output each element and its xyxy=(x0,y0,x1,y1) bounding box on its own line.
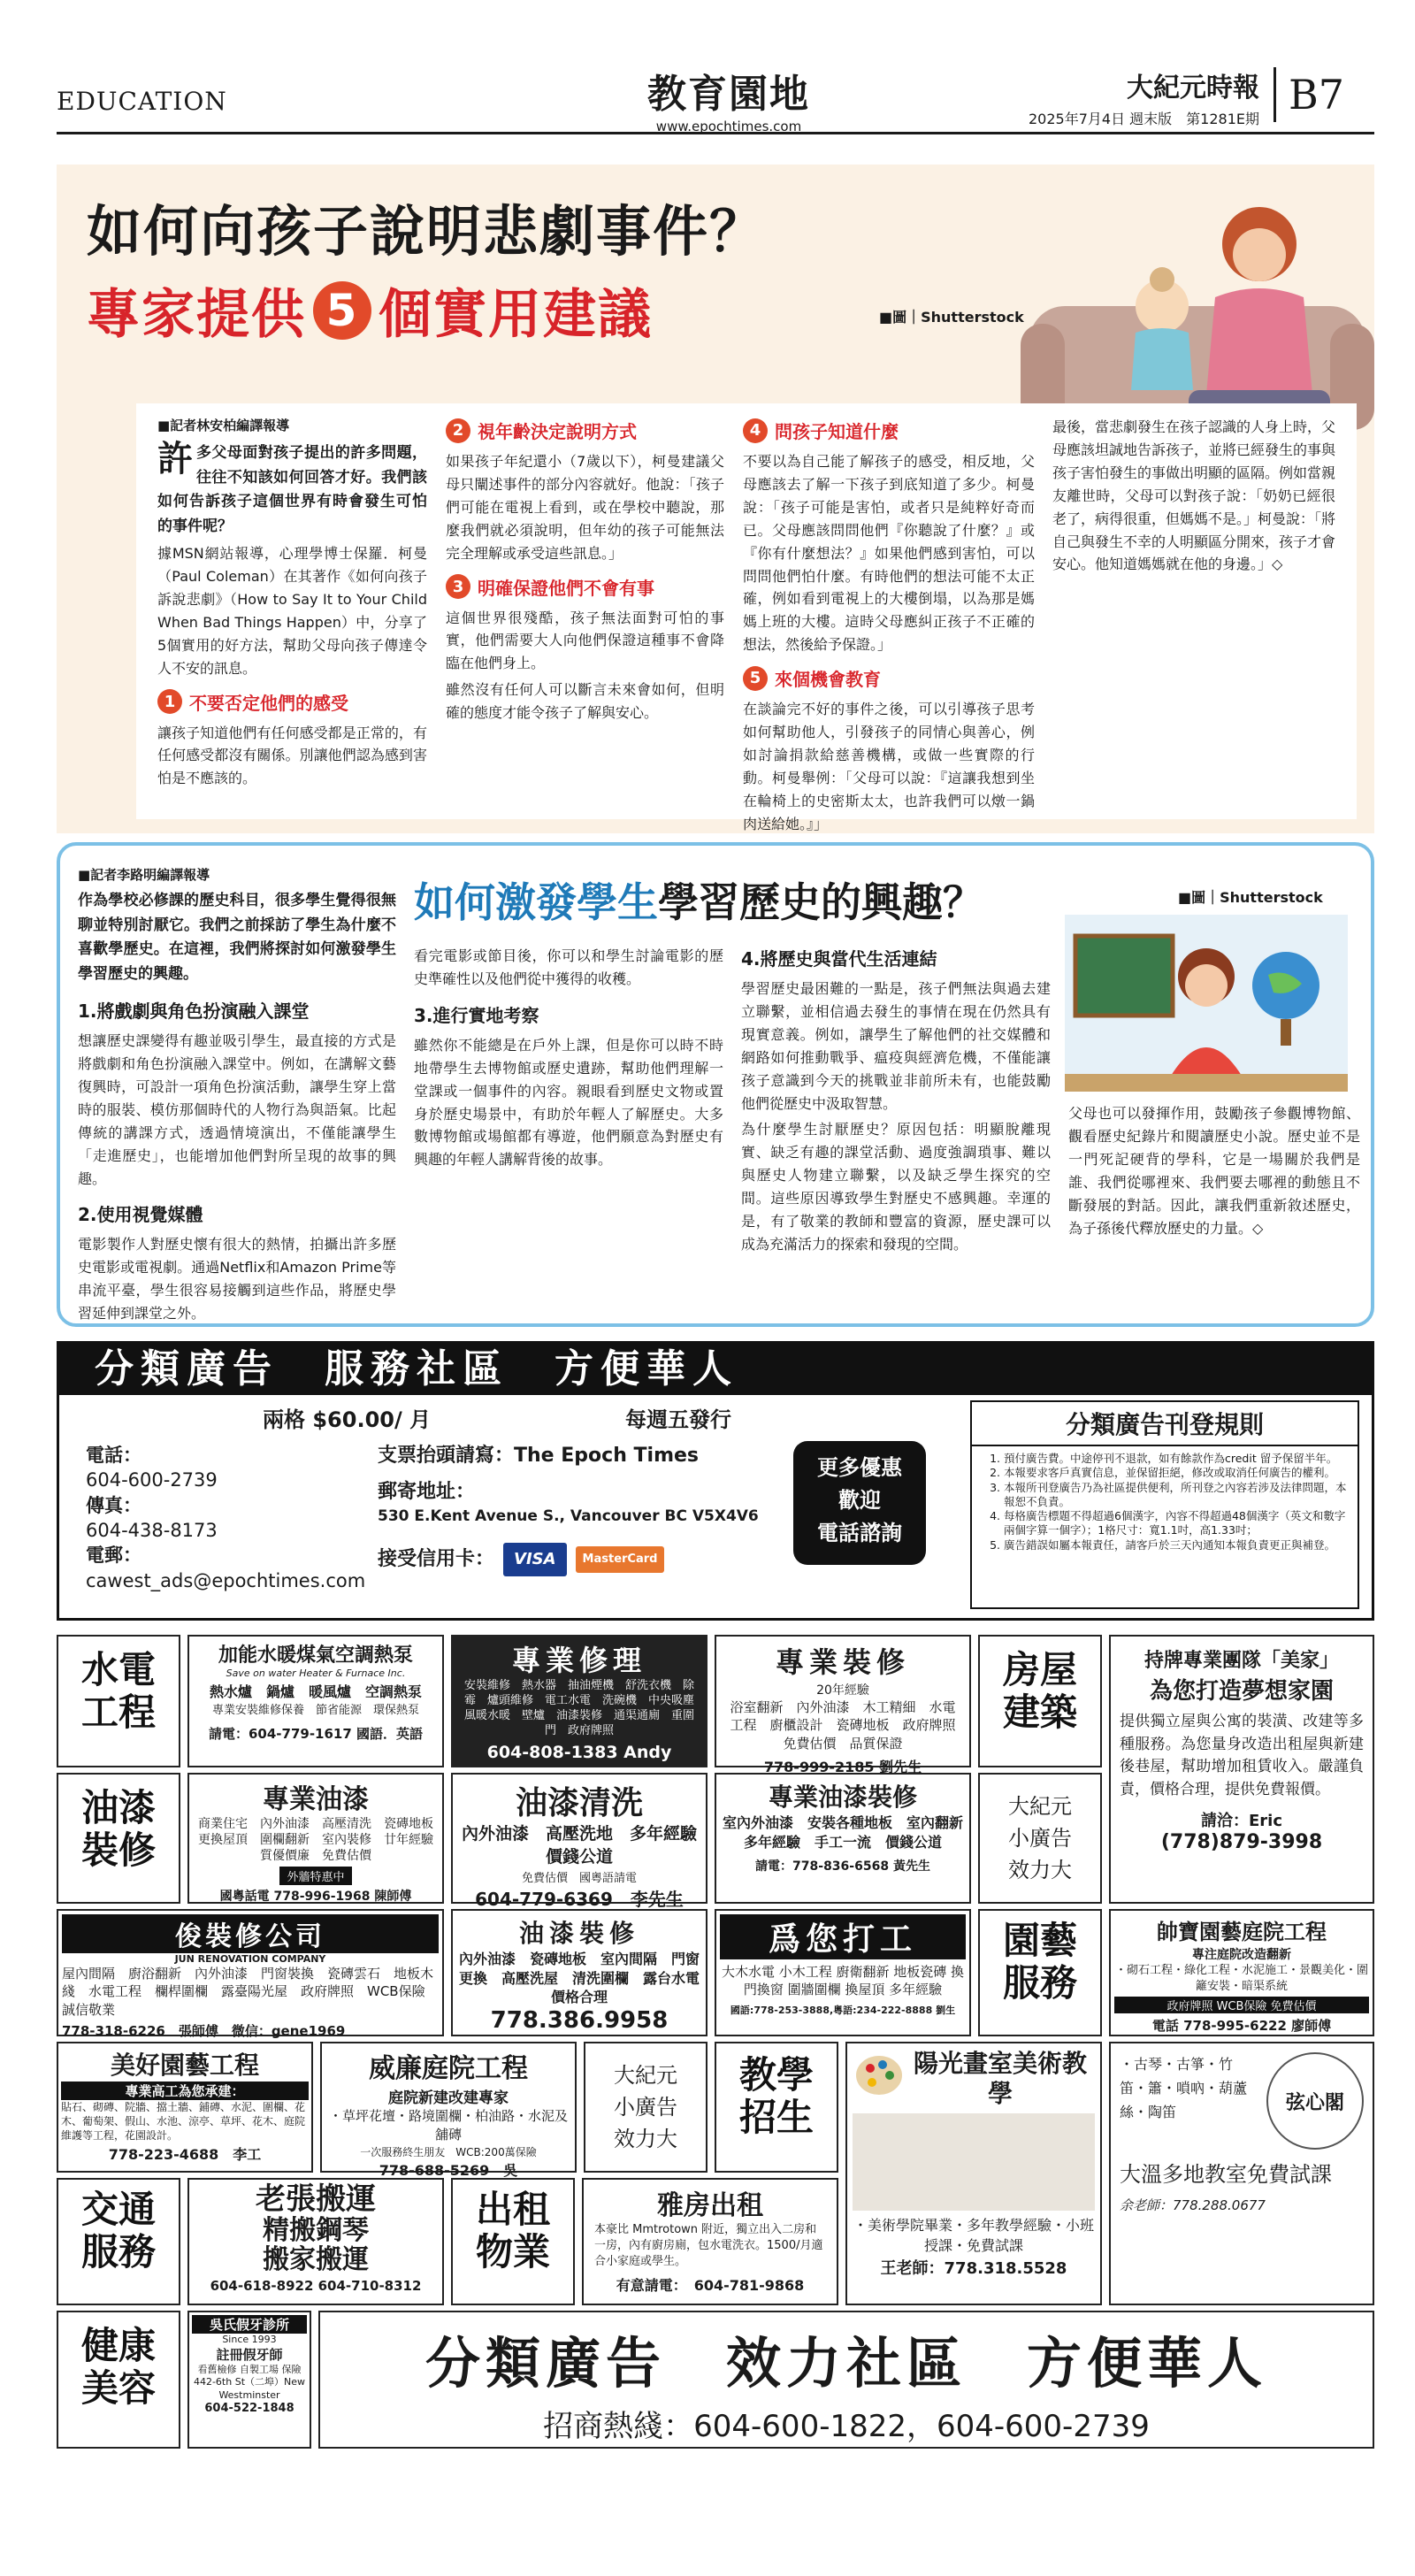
ads-heat-tel: 請電：604-779-1617 國語．英語 xyxy=(208,1725,424,1742)
article-2 xyxy=(57,842,1374,1327)
article1-s1-num: 1 xyxy=(157,689,182,714)
ads-shuai-items: ・砌石工程・綠化工程・水泥施工・景觀美化・圍籬安裝・暗渠系統 xyxy=(1114,1964,1368,1993)
ads-traffic-0: 交通 xyxy=(80,2188,156,2231)
ads-art-tel: 王老師：778.318.5528 xyxy=(880,2258,1067,2278)
ads-paint2-tel: 604-779-6369 李先生 xyxy=(475,1889,684,1911)
ads-paint2-items: 內外油漆 高壓洗地 多年經驗 價錢公道 xyxy=(461,1824,715,1867)
classified-promo-1: 歡迎 xyxy=(838,1488,881,1514)
ads-teach-0: 教學 xyxy=(738,2053,814,2097)
ads-mh-items: 貼石、砌磚、院牆、擋土牆、鋪磚、水泥、圍欄、花木、葡萄架、假山、水池、涼亭、草坪、花木、庭院維護等工程，花園設計。 xyxy=(61,2101,306,2143)
ad-work xyxy=(715,1909,971,2036)
ads-wu-items: 看舊檢修 自製工場 保險 xyxy=(197,2364,302,2375)
article-1-col-2 xyxy=(446,416,724,728)
small-ad-promo-1: 大紀元小廣告效力大 xyxy=(978,1773,1102,1904)
ads-heat-items: 熱水爐 鍋爐 暖風爐 空調熱泵 xyxy=(209,1683,422,1700)
paragraph: 據MSN網站報導，心理學博士保羅．柯曼（Paul Coleman）在其著作《如何向孩子訴說悲劇》（How to Say It to Your Child When Bad Things Happen）中，分享了5個實用的好方法，幫助父母向孩子傳達令人不安的訊息。 xyxy=(157,545,427,677)
ads-garden-1: 服務 xyxy=(1002,1961,1077,2005)
ads-paint-1: 裝修 xyxy=(80,1828,156,1873)
paragraph: 不要以為自己能了解孩子的感受，相反地，父母應該去了解一下孩子到底知道了多少。柯曼說：「孩子可能是害怕，或者只是純粹好奇而已。父母應該問問他們『你聽說了什麼？』或『你有什麼想法？』如果他們感到害怕，可以問問他們怕什麼。有時他們的想法可能不太正確，例如看到電視上的大樓倒塌，以為那是媽媽上班的大樓。這時父母應糾正孩子不正確的想法，然後給予保證。」 xyxy=(743,453,1035,654)
ads-wu-sub: 註冊假牙師 xyxy=(216,2347,283,2363)
ads-jun-items: 屋內間隔 廚浴翻新 內外油漆 門窗裝換 瓷磚雲石 地板木綫 水電工程 欄桿圍欄 露臺陽光屋 政府牌照 WCB保險 誠信敬業 xyxy=(62,1966,439,2018)
ad-denture-clinic xyxy=(187,2311,311,2449)
article-2-title xyxy=(414,870,983,929)
issue-date: 2025年7月4日 週末版 第1281E期 xyxy=(1029,111,1259,127)
classified-rules-0: 1. 預付廣告費。中途停刊不退款，如有餘款作為credit 留予保留半年。 xyxy=(1004,1452,1349,1466)
ads-shuai-note: 政府牌照 WCB保險 免費估價 xyxy=(1114,1997,1369,2013)
ads-reno3-tel: 778.386.9958 xyxy=(490,2006,669,2034)
page-header xyxy=(57,62,1374,134)
ad-mover xyxy=(187,2178,444,2305)
paragraph: 為什麼學生討厭歷史？原因包括：明顯脫離現實、缺乏有趣的課堂活動、過度強調瑣事、難以與歷史人物建立聯繫，以及缺乏學生探究的空間。這些原因導致學生對歷史不感興趣。幸運的是，有了敬業的教師和豐富的資源，歷史課可以成為充滿活力的探索和發現的空間。 xyxy=(741,1121,1051,1253)
ads-reno1-title: 專業修理 xyxy=(511,1644,646,1677)
ads-paint1-items: 商業住宅 內外油漆 高壓清洗 瓷磚地板 更換屋頂 圍欄翻新 室內裝修 廿年經驗 質優價廉 免費估價 xyxy=(198,1817,446,1864)
ads-reno3-items: 內外油漆 瓷磚地板 室內間隔 門窗更換 高壓洗屋 清洗圍欄 露台水電 價格合理 xyxy=(458,1951,715,2006)
ads-mover-lines-0: 精搬鋼琴 xyxy=(263,2215,369,2247)
ads-qin-title: 大溫多地教室免費試課 xyxy=(1120,2162,1332,2187)
ads-wu-since: Since 1993 xyxy=(222,2334,277,2345)
subhead-5 xyxy=(743,665,1035,691)
ads-jun-en: JUN RENOVATION COMPANY xyxy=(174,1953,326,1965)
small-ad-promo-2: 大紀元小廣告效力大 xyxy=(584,2042,708,2173)
article1-s2-num: 2 xyxy=(446,418,470,443)
ads-reno2-items: 浴室翻新 內外油漆 木工精細 水電工程 廚櫃設計 瓷磚地板 政府牌照 免費估價 品質保證 xyxy=(730,1699,969,1752)
ads-room-tel: 有意請電： 604-781-9868 xyxy=(616,2276,805,2294)
classified-promo-0: 更多優惠 xyxy=(817,1455,902,1480)
subhead-4 xyxy=(743,418,1035,443)
article1-s5-num: 5 xyxy=(743,666,768,691)
ads-wu-addr: 442-6th St（二埠）New Westminster xyxy=(193,2376,306,2401)
ads-wl-items: ・草坪花壇・路境圍欄・柏油路・水泥及舖磚 xyxy=(328,2108,568,2143)
article1-s3: 明確保證他們不會有事 xyxy=(478,577,654,599)
photo-credit: ■圖｜Shutterstock xyxy=(879,309,1024,326)
lead-text: 多父母面對孩子提出的許多問題，往往不知該如何回答才好。我們該如何告訴孩子這個世界有時會發生可怕的事件呢？ xyxy=(157,444,427,535)
ads-meijia-tel: (778)879-3998 xyxy=(1160,1831,1323,1853)
ad-william-garden xyxy=(320,2042,577,2179)
classified-rules-1: 2. 本報要求客戶真實信息，並保留拒絕，修改或取消任何廣告的權利。 xyxy=(1004,1466,1349,1480)
ads-work-title: 爲您打工 xyxy=(720,1914,966,1959)
article1-subtitle-post: 個實用建議 xyxy=(379,284,653,346)
ads-rent-0: 出租 xyxy=(475,2188,550,2231)
ads-health-0: 健康 xyxy=(80,2324,156,2367)
ads-mh-title: 美好園藝工程 xyxy=(110,2051,259,2080)
ads-qin-contact: 余老師：778.288.0677 xyxy=(1120,2197,1266,2213)
weekly: 每週五發行 xyxy=(625,1407,731,1432)
ads-house-0: 房屋 xyxy=(1002,1648,1077,1691)
category-garden xyxy=(978,1909,1102,2036)
subhead: 2.使用視覺媒體 xyxy=(78,1204,203,1226)
paper-name: 大紀元時報 xyxy=(1127,73,1259,104)
article2-title-rest: 學習歷史的興趣？ xyxy=(658,878,983,926)
category-teach xyxy=(715,2042,838,2173)
ads-wu-tel: 604-522-1848 xyxy=(204,2401,294,2415)
ads-qin-items: ・古琴・古箏・竹笛・簫・嗩吶・葫蘆絲・陶笛 xyxy=(1120,2056,1248,2121)
ads-paint2-title: 油漆清洗 xyxy=(515,1785,643,1821)
article1-s4: 問孩子知道什麼 xyxy=(775,421,899,442)
ads-meijia-contact: 請洽：Eric xyxy=(1200,1812,1282,1830)
classified-cards-label: 接受信用卡： xyxy=(378,1547,495,1570)
ads-meijia-sub: 為您打造夢想家園 xyxy=(1149,1678,1334,1705)
ads-mover-title: 老張搬運 xyxy=(256,2181,376,2217)
ads-meijia-title: 持牌專業團隊「美家」 xyxy=(1143,1650,1339,1672)
ads-water-0: 水電 xyxy=(80,1648,156,1691)
music-school-logo: 弦心閣 xyxy=(1266,2052,1364,2150)
subhead-3 xyxy=(446,574,724,600)
ads-paint1-badge: 外牆特惠中 xyxy=(279,1867,351,1885)
category-health xyxy=(57,2311,180,2449)
classified-rules-4: 5. 廣告錯誤如屬本報責任，請客戶於三天內通知本報負責更正與補登。 xyxy=(1004,1538,1349,1552)
footer-hotline[interactable]: 招商熱綫：604-600-1822，604-600-2739 xyxy=(543,2409,1150,2444)
paragraph: 最後，當悲劇發生在孩子認識的人身上時，父母應該坦誠地告訴孩子，並將已經發生的事與孩子害怕發生的事做出明顯的區隔。例如當親友離世時，父母可以對孩子說：「奶奶已經很老了，病得很重，但媽媽不是。」柯曼說：「將自己與發生不幸的人明顯區分開來，孩子才會安心。他知道媽媽就在他的身邊。」◇ xyxy=(1052,418,1336,573)
website-url: www.epochtimes.com xyxy=(655,119,802,134)
paragraph: 雖然你不能總是在戶外上課，但是你可以時不時地帶學生去博物館或歷史遺跡，幫助他們理解一堂課或一個事件的內容。親眼看到歷史文物或置身於歷史場景中，有助於年輕人了解歷史。大多數博物館或場館都有導遊，他們願意為對歷史有興趣的年輕人講解背後的故事。 xyxy=(414,1036,723,1169)
ad-heating xyxy=(187,1635,444,1767)
ads-work-tel: 國語:778-253-3888,粵語:234-222-8888 劉生 xyxy=(730,2004,956,2016)
ads-reno3-title: 油漆裝修 xyxy=(518,1919,639,1948)
category-traffic xyxy=(57,2178,180,2305)
category-house xyxy=(978,1635,1102,1767)
ads-art-title: 陽光畫室美術教學 xyxy=(913,2049,1087,2108)
article-2-col-3 xyxy=(741,945,1051,1260)
ad-meijia xyxy=(1109,1635,1374,1904)
ad-renovation xyxy=(715,1635,971,1775)
footer-title: 分類廣告 效力社區 方便華人 xyxy=(424,2331,1267,2396)
paragraph: 讓孩子知道他們有任何感受都是正常的，有任何感受都沒有關係。別讓他們認為感到害怕是不應該的。 xyxy=(157,724,427,787)
article1-s4-num: 4 xyxy=(743,418,768,443)
article-1-col-3 xyxy=(743,416,1035,840)
teacher-illustration xyxy=(1065,915,1348,1092)
ads-paint2-note: 免費估價 國粵語請電 xyxy=(521,1872,637,1886)
ads-mover-lines-1: 搬家搬運 xyxy=(263,2244,369,2276)
ad-reno-3 xyxy=(451,1909,715,2036)
ad-music-school xyxy=(1109,2042,1374,2305)
byline: ■記者林安柏編譯報導 xyxy=(157,418,290,433)
ads-reno2-years: 20年經驗 xyxy=(816,1683,869,1698)
paragraph: 想讓歷史課變得有趣並吸引學生，最直接的方式是將戲劇和角色扮演融入課堂中。例如，在講解文藝復興時，可設計一項角色扮演活動，讓學生穿上當時的服裝、模仿那個時代的人物行為與語氣。比起傳統的講課方式，透過情境演出，不僅能讓學生「走進歷史」，也能增加他們對所呈現的故事的興趣。 xyxy=(78,1032,396,1187)
drop-cap: 許 xyxy=(157,439,193,479)
byline: ■記者李路明編譯報導 xyxy=(78,867,210,883)
mastercard-logo: MasterCard xyxy=(576,1546,665,1573)
mail-address: 530 E.Kent Avenue S., Vancouver BC V5X4V6 xyxy=(378,1506,759,1525)
article1-subtitle-pre: 專家提供 xyxy=(87,284,306,346)
ads-house-1: 建築 xyxy=(1002,1690,1077,1735)
article-1-col-1 xyxy=(157,416,427,794)
phone[interactable]: 604-600-2739 xyxy=(86,1469,218,1491)
subhead: 3.進行實地考察 xyxy=(414,1004,539,1026)
page-number: B7 xyxy=(1274,67,1344,122)
palette-icon xyxy=(853,2049,906,2102)
category-water xyxy=(57,1635,180,1767)
ad-paint-2 xyxy=(451,1773,715,1911)
fax: 604-438-8173 xyxy=(86,1520,218,1542)
article-2-col-1 xyxy=(78,865,396,1329)
paragraph: 雖然沒有任何人可以斷言未來會如何，但明確的態度才能令孩子了解與安心。 xyxy=(446,681,724,722)
ads-traffic-1: 服務 xyxy=(80,2230,156,2274)
photo-credit: ■圖｜Shutterstock xyxy=(1178,889,1323,906)
ads-art-items: ・美術學院畢業・多年教學經驗・小班授課・免費試課 xyxy=(853,2217,1094,2254)
ads-wl-tel: 778-688-5269 吳 xyxy=(379,2162,518,2179)
ads-water-1: 工程 xyxy=(80,1690,156,1735)
ads-paint1-tel: 國粵話電 778-996-1968 陳師傅 xyxy=(219,1889,412,1904)
paragraph: 看完電影或節目後，你可以和學生討論電影的歷史準確性以及他們從中獲得的收穫。 xyxy=(414,947,723,987)
paragraph: 在談論完不好的事件之後，可以引導孩子思考如何幫助他人，引發孩子的同情心與善心，例如討論捐款給慈善機構，或做一些實際的行動。柯曼舉例：「父母可以說：『這讓我想到坐在輪椅上的史密斯太太，也許我們可以燉一鍋肉送給她。』」 xyxy=(743,701,1035,832)
promo-box xyxy=(793,1441,926,1565)
section-label: EDUCATION xyxy=(57,87,227,116)
classified-info xyxy=(57,1341,1374,1621)
ad-jun xyxy=(57,1909,444,2039)
ads-paint3-title: 專業油漆裝修 xyxy=(768,1782,917,1812)
ads-reno2-tel: 778-999-2185 劉先生 xyxy=(763,1758,922,1775)
article-2-col-2 xyxy=(414,945,723,1175)
ads-paint-0: 油漆 xyxy=(80,1786,156,1829)
classified-rules-3: 4. 每格廣告標題不得超過6個漢字，內容不得超過48個漢字（英文和數字兩個字算一個字）；1格尺寸：寬1.1吋，高1.33吋； xyxy=(1004,1509,1349,1538)
ads-mh-sub: 專業高工為您承建： xyxy=(61,2082,309,2100)
ads-shuai-tel: 電話 778-995-6222 廖師傅 xyxy=(1151,2018,1332,2035)
article-1-subtitle xyxy=(87,272,653,349)
subhead: 4.將歷史與當代生活連結 xyxy=(741,948,937,970)
price: 兩格 $60.00/ 月 xyxy=(263,1407,432,1432)
classified-rules-2: 3. 本報所刊登廣告乃為社區提供便利，所刊登之內容若涉及法律問題，本報恕不負責。 xyxy=(1004,1481,1349,1510)
ad-art-studio xyxy=(845,2042,1102,2305)
rules-box xyxy=(970,1400,1359,1609)
ads-wl-title: 威廉庭院工程 xyxy=(369,2053,528,2084)
article1-s1: 不要否定他們的感受 xyxy=(189,692,348,714)
paragraph: 電影製作人對歷史懷有很大的熱情，拍攝出許多歷史電影或電視劇。通過Netflix和Amazon Prime等串流平臺，學生很容易接觸到這些作品，將歷史學習延伸到課堂之外。 xyxy=(78,1236,396,1322)
article2-title-hl: 如何激發學生 xyxy=(414,878,658,926)
mother-child-illustration xyxy=(1012,173,1374,439)
classified-phone-label: 電話： xyxy=(86,1445,142,1466)
ads-heat-title: 加能水暖煤氣空調熱泵 xyxy=(218,1644,413,1667)
ads-shuai-sub: 專注庭院改造翻新 xyxy=(1192,1948,1291,1962)
rules-list xyxy=(972,1446,1358,1552)
category-paint xyxy=(57,1773,180,1904)
ads-mover-tel: 604-618-8922 604-710-8312 xyxy=(210,2278,422,2295)
classified-email-label: 電郵： xyxy=(86,1545,142,1567)
ads-heat-note: 專業安裝維修保養 節省能源 環保熱泵 xyxy=(211,1704,419,1717)
article-1-title: 如何向孩子說明悲劇事件？ xyxy=(87,199,767,264)
article-2-col-4 xyxy=(1068,1102,1360,1243)
ads-room-body: 本豪比 Mmtrotown 附近，獨立出入二房和一房，內有廚房廁，包水電洗衣。1500/月適合小家庭或學生。 xyxy=(594,2223,823,2269)
ads-reno2-title: 專業裝修 xyxy=(775,1645,910,1679)
ads-health-1: 美容 xyxy=(80,2366,156,2411)
number-badge: 5 xyxy=(313,281,371,340)
article1-s5: 來個機會教育 xyxy=(775,669,881,691)
ads-heat-en: Save on water Heater & Furnace Inc. xyxy=(226,1668,406,1679)
ad-paint-3 xyxy=(715,1773,978,1904)
article1-s3-num: 3 xyxy=(446,574,470,599)
visa-logo: VISA xyxy=(503,1543,567,1576)
ads-reno1-items: 安裝維修 熱水器 抽油煙機 舒洗衣機 除霉 爐頭維修 電工水電 洗碗機 中央吸塵 風暖水暖 壁爐 油漆裝修 通渠通廁 重圍門 政府牌照 xyxy=(463,1679,707,1737)
paragraph: 這個世界很殘酷，孩子無法面對可怕的事實，他們需要大人向他們保證這種事不會降臨在他們身上。 xyxy=(446,609,724,672)
art-photo xyxy=(853,2113,1095,2211)
classified-promo-2: 電話諮詢 xyxy=(817,1521,902,1546)
ads-shuai-title: 帥寶園藝庭院工程 xyxy=(1157,1920,1327,1944)
ad-repair xyxy=(451,1635,708,1767)
ad-meihao-garden xyxy=(57,2042,313,2173)
subhead-2 xyxy=(446,418,724,443)
article-1-col-4 xyxy=(1052,416,1335,579)
ad-paint-1 xyxy=(187,1773,444,1904)
section-title: 教育園地 xyxy=(647,72,810,117)
ad-room-rent xyxy=(582,2178,838,2305)
rules-title: 分類廣告刊登規則 xyxy=(972,1402,1358,1446)
email[interactable]: cawest_ads@epochtimes.com xyxy=(86,1569,366,1591)
ads-reno1-tel: 604-808-1383 Andy xyxy=(486,1742,672,1762)
ads-rent-1: 物業 xyxy=(475,2230,550,2274)
ads-jun-title: 俊裝修公司 xyxy=(62,1914,439,1953)
ads-wl-note: 一次服務終生朋友 WCB:200萬保險 xyxy=(360,2146,537,2158)
paragraph: 學習歷史最困難的一點是，孩子們無法與過去建立聯繫，並相信過去發生的事情在現在仍然具有現實意義。例如，讓學生了解他們的社交媒體和網路如何推動戰爭、瘟疫與經濟危機，不僅能讓孩子意識到今天的挑戰並非前所未有，也能鼓勵他們從歷史中汲取智慧。 xyxy=(741,980,1051,1112)
classified-mail-label: 郵寄地址： xyxy=(378,1480,476,1503)
ads-mh-tel: 778-223-4688 李工 xyxy=(108,2145,262,2163)
classified-fax-label: 傳真： xyxy=(86,1494,142,1516)
article1-s2: 視年齡決定說明方式 xyxy=(478,421,637,442)
classified-footer xyxy=(318,2311,1374,2449)
category-rent xyxy=(451,2178,575,2305)
ads-meijia-body: 提供獨立屋與公寓的裝潢、改建等多種服務。為您量身改造出租屋與新建後巷屋，幫助增加租賃收入。嚴謹負責，價格合理，提供免費報價。 xyxy=(1120,1713,1364,1798)
ads-jun-tel: 778-318-6226 張師傅 微信：gene1969 xyxy=(62,2022,346,2039)
paragraph: 父母也可以發揮作用，鼓勵孩子參觀博物館、觀看歷史紀錄片和閱讀歷史小說。歷史並不是一門死記硬背的學科，它是一場關於我們是誰、我們從哪裡來、我們要去哪裡的動態且不斷發展的對話。因此，讓我們重新敘述歷史，為子孫後代釋放歷史的力量。◇ xyxy=(1068,1105,1360,1237)
ads-room-title: 雅房出租 xyxy=(657,2190,763,2221)
ads-wu-title: 吳氏假牙診所 xyxy=(192,2315,307,2334)
subhead: 1.將戲劇與角色扮演融入課堂 xyxy=(78,1000,310,1023)
ads-garden-0: 園藝 xyxy=(1002,1919,1077,1962)
article-1 xyxy=(57,165,1374,833)
ads-wl-sub: 庭院新建改建專家 xyxy=(388,2089,509,2107)
ads-paint3-items: 室內外油漆 安裝各種地板 室內翻新 多年經驗 手工一流 價錢公道 xyxy=(722,1814,978,1852)
lead-text: 作為學校必修課的歷史科目，很多學生覺得很無聊並特別討厭它。我們之前採訪了學生為什麼不喜歡學歷史。在這裡，我們將探討如何激發學生學習歷史的興趣。 xyxy=(78,892,396,983)
classified-payee-label: 支票抬頭請寫： xyxy=(378,1445,515,1467)
classified-banner: 分類廣告 服務社區 方便華人 xyxy=(59,1344,1372,1395)
ads-teach-1: 招生 xyxy=(738,2096,814,2140)
ads-paint3-tel: 請電：778-836-6568 黃先生 xyxy=(755,1859,930,1874)
ad-shuai-garden xyxy=(1109,1909,1374,2036)
ads-paint1-title: 專業油漆 xyxy=(263,1784,369,1815)
ads-work-items: 大木水電 小木工程 廚衛翻新 地板瓷磚 換門換窗 圍牆圍欄 換屋頂 多年經驗 xyxy=(721,1964,965,1998)
paragraph: 如果孩子年紀還小（7歲以下），柯曼建議父母只闡述事件的部分內容就好。他說：「孩子們可能在電視上看到，或在學校中聽說，那麼我們就必須說明，但年幼的孩子可能無法完全理解或承受這些訊息。」 xyxy=(446,453,724,562)
subhead-1 xyxy=(157,689,427,715)
payee: The Epoch Times xyxy=(514,1445,700,1467)
